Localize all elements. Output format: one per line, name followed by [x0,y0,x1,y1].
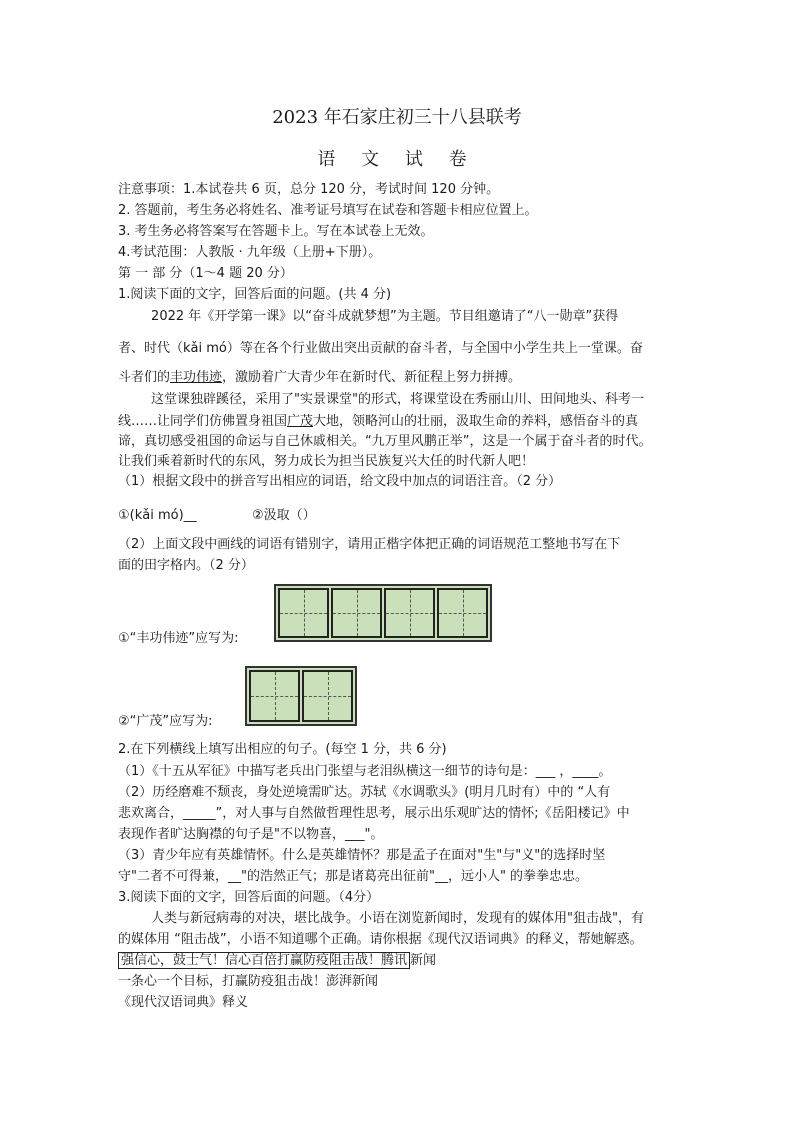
exam-subtitle: 语 文 试 卷 [317,149,477,170]
headline-1 [118,953,436,969]
text: ，激励着广大青少年在新时代、新征程上努力拼搏。 [222,370,522,385]
sub-question: （2）上面文段中画线的词语有错别字，请用正楷字体把正确的词语规范工整地书写在下 [118,537,621,552]
passage-line [118,370,521,386]
question-2-line: （3）青少年应有英雄情怀。什么是英雄情怀？那是孟子在面对"生"与"义"的选择时坚 [118,848,606,863]
question-2-line: 表现作者旷达胸襟的句子是"不以物喜，___"。 [118,827,384,842]
question-2-line: （2）历经磨难不颓丧，身处逆境需旷达。苏轼《水调歌头》(明月几时有）中的 “人有 [118,785,611,800]
underlined-word: 丰功伟迹 [170,370,223,385]
passage-line: 者、时代（kǎi mó）等在各个行业做出突出贡献的奋斗者，与全国中小学生共上一堂课。奋 [118,341,643,356]
passage-line [118,414,638,430]
note-line: 2. 答题前，考生务必将姓名、准考证号填写在试卷和答题卡相应位置上。 [118,203,538,218]
text: 斗者们的 [118,370,171,385]
note-line: 注意事项：1.本试卷共 6 页，总分 120 分，考试时间 120 分钟。 [118,182,500,197]
passage-line: 这堂课独辟蹊径，采用了"实景课堂"的形式，将课堂设在秀丽山川、田间地头、科考一 [118,392,645,407]
text: 线……让同学们仿佛置身祖国 [118,414,288,429]
underlined-word: 广茂 [287,414,314,429]
text: 大地，领略河山的壮丽，汲取生命的养料，感悟奋斗的真 [313,414,639,429]
sub-question: （1）根据文段中的拼音写出相应的词语，给文段中加点的词语注音。（2 分） [118,474,562,489]
grid-label-1: ①“丰功伟迹”应写为: [118,631,239,646]
question-2-line: 悲欢离合，_____”，对人事与自然做哲理性思考，展示出乐观旷达的情怀;《岳阳楼记》中 [118,806,630,821]
question-2-line: （1）《十五从军征》中描写老兵出门张望与老泪纵横这一细节的诗句是：___ ，____。 [118,764,612,779]
grid-cell [302,670,353,722]
grid-cell [278,588,329,638]
question-1-stem: 1.阅读下面的文字，回答后面的问题。(共 4 分) [118,287,392,302]
passage-line: 谛，真切感受祖国的命运与自己休戚相关。“九万里风鹏正举”，这是一个属于奋斗者的时代。 [118,434,652,449]
exam-title: 2023 年石家庄初三十八县联考 [272,107,522,128]
question-2-stem: 2.在下列横线上填写出相应的句子。(每空 1 分，共 6 分) [118,742,447,757]
grid-cell [384,588,435,638]
answer-blank-1: ①(kǎi mó)__ [118,508,197,523]
passage-line: 的媒体用 “阻击战”，小语不知道哪个正确。请你根据《现代汉语词典》的释义，帮她解惑。 [118,932,643,947]
passage-line: 让我们乘着新时代的东风，努力成长为担当民族复兴大任的时代新人吧！ [118,454,535,469]
grid-cell [249,670,300,722]
answer-blank-2: ②汲取（） [252,508,316,523]
boxed-headline: 强信心，鼓士气！信心百倍打赢防疫阻击战！腾讯 [118,952,410,969]
tianzige-grid-2 [245,666,357,726]
passage-line: 2022 年《开学第一课》以“奋斗成就梦想”为主题。节目组邀请了“八一勋章”获得 [118,309,619,324]
part-heading: 第 一 部 分（1～4 题 20 分） [118,266,293,281]
passage-line: 人类与新冠病毒的对决，堪比战争。小语在浏览新闻时，发现有的媒体用"狙击战"，有 [118,911,645,926]
question-2-line: 守"二者不可得兼，__"的浩然正气；那是诸葛亮出征前"__，远小人" 的拳拳忠忠。 [118,869,589,884]
note-line: 3. 考生务必将答案写在答题卡上。写在本试卷上无效。 [118,224,434,239]
grid-cell [331,588,382,638]
tianzige-grid-4 [274,584,492,642]
dictionary-heading: 《现代汉语词典》释义 [118,995,249,1010]
question-3-stem: 3.阅读下面的文字，回答后面的问题。（4分） [118,890,380,905]
grid-cell [437,588,488,638]
note-line: 4.考试范围：人教版 · 九年级（上册+下册）。 [118,245,382,260]
headline-2: 一条心一个目标，打赢防疫狙击战！澎湃新闻 [118,974,379,989]
headline-source: 新闻 [410,953,437,968]
grid-label-2: ②“广茂”应写为: [118,714,213,729]
sub-question: 面的田字格内。（2 分） [118,558,254,573]
